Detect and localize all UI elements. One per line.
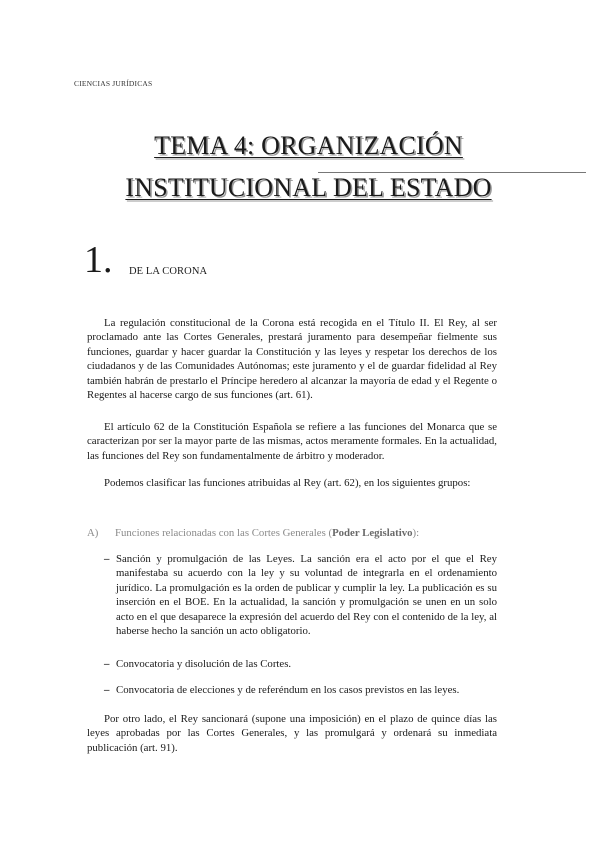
running-header: CIENCIAS JURÍDICAS [74, 79, 153, 88]
list-item-text: Convocatoria de elecciones y de referéndum en los casos previstos en las leyes. [116, 684, 460, 696]
subheading-suffix: ): [412, 527, 420, 539]
paragraph-1-text: La regulación constitucional de la Corona está recogida en el Título II. El Rey, al ser proclamado ante las Cortes Generales, prestará juramento para desempeñar fielmente sus funciones, guardar y hacer guardar la Constitución y las leyes y respetar los derechos de los ciudadanos y de las Comunidades Autónomas; este juramento y el de guardar fidelidad al Rey también habrán de prestarlo el Príncipe heredero al alcanzar la mayoría de edad y el Regente o Regentes al hacerse cargo de sus funciones (art. 61). [87, 317, 497, 402]
list-item [104, 657, 497, 671]
list-item [104, 683, 497, 697]
dash-icon: – [104, 684, 110, 696]
title-line-1: TEMA 4: ORGANIZACIÓN [154, 131, 463, 160]
subheading-a [87, 527, 419, 539]
list-item-text: Convocatoria y disolución de las Cortes. [116, 658, 292, 670]
paragraph-1 [87, 316, 497, 402]
paragraph-3-text: Podemos clasificar las funciones atribuidas al Rey (art. 62), en los siguientes grupos: [104, 477, 471, 489]
paragraph-2 [87, 420, 497, 463]
dash-icon: – [104, 658, 110, 670]
paragraph-4 [87, 712, 497, 755]
paragraph-4-text: Por otro lado, el Rey sancionará (supone una imposición) en el plazo de quince días las leyes aprobadas por las Cortes Generales, y las promulgará y ordenará su inmediata publicación (art. 91). [87, 713, 497, 754]
subheading-letter: A) [87, 527, 99, 539]
section-title: DE LA CORONA [129, 266, 208, 277]
paragraph-3 [104, 476, 497, 490]
list-item [104, 552, 497, 638]
dash-icon: – [104, 553, 110, 565]
section-number: 1. [84, 239, 113, 281]
subheading-bold: Poder Legislativo [332, 527, 413, 539]
list-item-text: Sanción y promulgación de las Leyes. La sanción era el acto por el que el Rey manifestaba su acuerdo con la ley y su voluntad de integrarla en el ordenamiento jurídico. La promulgación es la orden de publicar y cumplir la ley. La publicación es su inserción en el BOE. En la actualidad, la sanción y promulgación se unen en un solo acto en el que desaparece la expresión del acuerdo del Rey con el contenido de la ley, al haberse hecho la sanción un acto obligatorio. [116, 553, 497, 638]
title-line-2: INSTITUCIONAL DEL ESTADO [125, 173, 492, 202]
subheading-text: Funciones relacionadas con las Cortes Generales ( [115, 527, 333, 539]
paragraph-2-text: El artículo 62 de la Constitución Española se refiere a las funciones del Monarca que se caracterizan por ser la mayor parte de las mismas, actos meramente formales. En la actualidad, las funciones del Rey son fundamentalmente de árbitro y moderador. [87, 421, 497, 462]
